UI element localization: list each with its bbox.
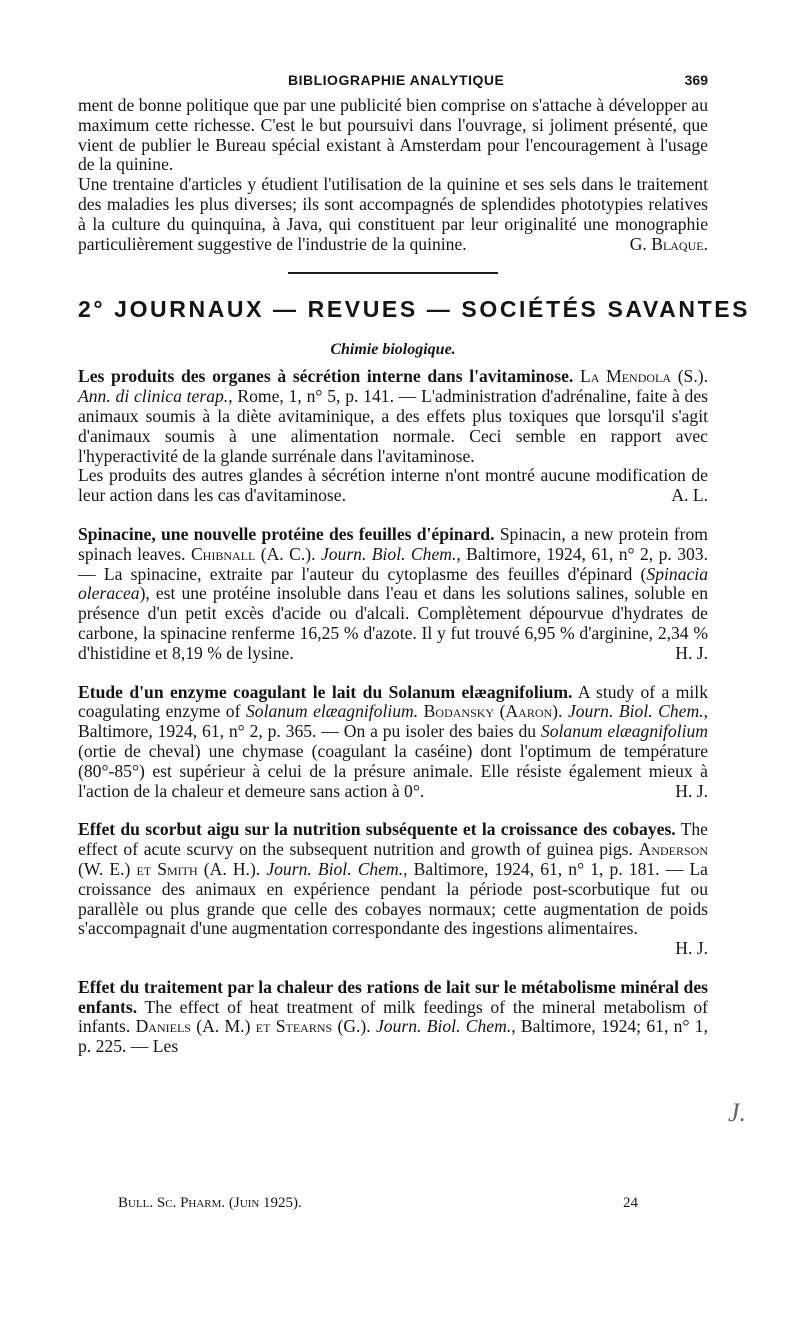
article-4-english: The effect of acute scurvy on the subsequent nutrition and growth of guinea pigs. (78, 819, 708, 860)
article-1 (78, 367, 708, 506)
intro-paragraph-2-text: Une trentaine d'articles y étudient l'utilisation de la quinine et ses sels dans le traitement des maladies les plus diverses; ils sont accompagnés de splendides phototypies relatives à la culture du quinquina, à Java, qui constituent par leur originalité une monographie particulièrement suggestive de l'industrie de la quinine. (78, 174, 708, 254)
subsection-title: Chimie biologique. (330, 341, 456, 359)
article-4-journal: Journ. Biol. Chem. (266, 858, 404, 879)
article-2-ref: , Baltimore, 1924, 61, n° 2, p. 303. — (78, 543, 709, 584)
article-3-journal: Journ. Biol. Chem. (567, 701, 704, 722)
page-number: 369 (684, 72, 708, 88)
article-2-journal: Journ. Biol. Chem. (320, 543, 457, 564)
article-2-species: Spinacia oleracea (78, 563, 708, 604)
article-5-ref: , Baltimore, 1924; 61, n° 1, p. 225. — Les (78, 1016, 708, 1057)
article-3 (78, 683, 708, 802)
article-3-english-species: Solanum elæagnifolium. (245, 701, 419, 722)
article-2-english: Spinacin, a new protein from spinach leaves. (78, 523, 708, 564)
page (78, 70, 751, 1057)
article-2-body-b: ), est une protéine insoluble dans l'eau et dans les solutions salines, soluble en présence d'un petit excès d'acide ou d'alcali. Complètement dépourvue d'hydrates de carbone, la spinacine renferme 16,25 % d'azote. Il y fut trouvé 6,95 % d'arginine, 2,34 % d'histidine et 8,19 % de lysine. (78, 583, 708, 663)
article-1-text-2 (78, 466, 708, 506)
article-1-ref: , Rome, 1, n° 5, p. 141. — (228, 386, 422, 407)
article-2 (78, 525, 708, 664)
article-5-text (78, 978, 708, 1057)
article-4-title: Effet du scorbut aigu sur la nutrition subséquente et la croissance des cobayes. (78, 819, 676, 840)
intro-paragraph-2 (78, 175, 708, 254)
article-3-signature: H. J. (675, 780, 708, 801)
article-4-ref: , Baltimore, 1924, 61, n° 1, p. 181. — (403, 858, 690, 879)
section-divider (288, 272, 498, 274)
article-3-body-b: (ortie de cheval) une chymase (coagulant la caséine) dont l'optimum de température (80°-85°) est supérieur à celui de la présure animale. Elle résiste également mieux à l'action de la chaleur et demeure sans action à 0°. (78, 740, 708, 801)
article-1-body: L'administration d'adrénaline, faite à des animaux soumis à la diète avitaminique, a des effets plus toxiques que lorsqu'il s'agit d'animaux soumis à une alimentation normale. Ceci semble en rapport avec l'hyperactivité de la glande surrénale dans l'avitaminose. (78, 386, 708, 466)
article-1-title: Les produits des organes à sécrétion interne dans l'avitaminose. (78, 366, 574, 387)
article-5-english: The effect of heat treatment of milk feedings of the mineral metabolism of infants. (78, 996, 708, 1037)
article-2-text (78, 525, 708, 664)
article-3-english: A study of a milk coagulating enzyme of (78, 681, 708, 722)
article-3-text (78, 683, 708, 802)
intro-paragraph-1: ment de bonne politique que par une publicité bien comprise on s'attache à développer au maximum cette richesse. C'est le but poursuivi dans l'ouvrage, si joliment présenté, que vient de publier le Bureau spécial existant à Amsterdam pour l'encouragement à l'usage de la quinine. (78, 95, 708, 175)
article-2-body: La spinacine, extraite par l'auteur du cytoplasme des feuilles d'épinard ( (103, 563, 647, 584)
article-5-title: Effet du traitement par la chaleur des rations de lait sur le métabolisme minéral des enfants. (78, 976, 708, 1017)
footer-signature-mark: 24 (623, 1195, 638, 1211)
article-2-signature: H. J. (675, 642, 708, 663)
margin-handwritten-note: J. (728, 1098, 747, 1127)
article-3-title: Etude d'un enzyme coagulant le lait du Solanum elæagnifolium. (78, 681, 573, 702)
article-3-species: Solanum elæagnifolium (540, 721, 708, 742)
article-3-author: Bodansky (Aaron). (423, 701, 563, 722)
article-5 (78, 978, 708, 1057)
article-4-text (78, 820, 708, 939)
article-1-body-2: Les produits des autres glandes à sécrétion interne n'ont montré aucune modification de leur action dans les cas d'avitaminose. (78, 465, 708, 506)
article-4-body: La croissance des animaux en expérience pendant la période post-scorbutique fut ou parallèle ou plus grande que celle des cobayes normaux; cette augmentation de poids s'accompagnait d'une augmentation correspondante des ingestions alimentaires. (78, 858, 708, 939)
article-1-signature: A. L. (671, 485, 708, 506)
section-title: 2° JOURNAUX — REVUES — SOCIÉTÉS SAVANTES (78, 296, 751, 323)
article-2-title: Spinacine, une nouvelle protéine des feuilles d'épinard. (78, 523, 495, 544)
article-3-body: On a pu isoler des baies du (343, 721, 541, 742)
article-5-journal: Journ. Biol. Chem. (376, 1016, 512, 1037)
article-5-author: Daniels (A. M.) et Stearns (G.). (135, 1016, 371, 1037)
article-4-signature-line (78, 939, 708, 959)
article-2-author: Chibnall (A. C.). (190, 543, 316, 564)
footer-journal: Bull. Sc. Pharm. (Juin 1925). (118, 1195, 302, 1211)
article-4-author: Anderson (W. E.) et Smith (A. H.). (78, 839, 708, 879)
running-head (78, 70, 708, 96)
intro-signature: G. Blaque. (629, 233, 708, 254)
article-1-author: La Mendola (S.). (579, 366, 708, 387)
article-4-signature: H. J. (675, 938, 708, 959)
article-1-journal: Ann. di clinica terap. (78, 386, 229, 407)
article-1-text (78, 367, 708, 466)
article-4 (78, 820, 708, 959)
article-3-ref: , Baltimore, 1924, 61, n° 2, p. 365. — (78, 701, 708, 742)
running-title: BIBLIOGRAPHIE ANALYTIQUE (288, 72, 505, 88)
